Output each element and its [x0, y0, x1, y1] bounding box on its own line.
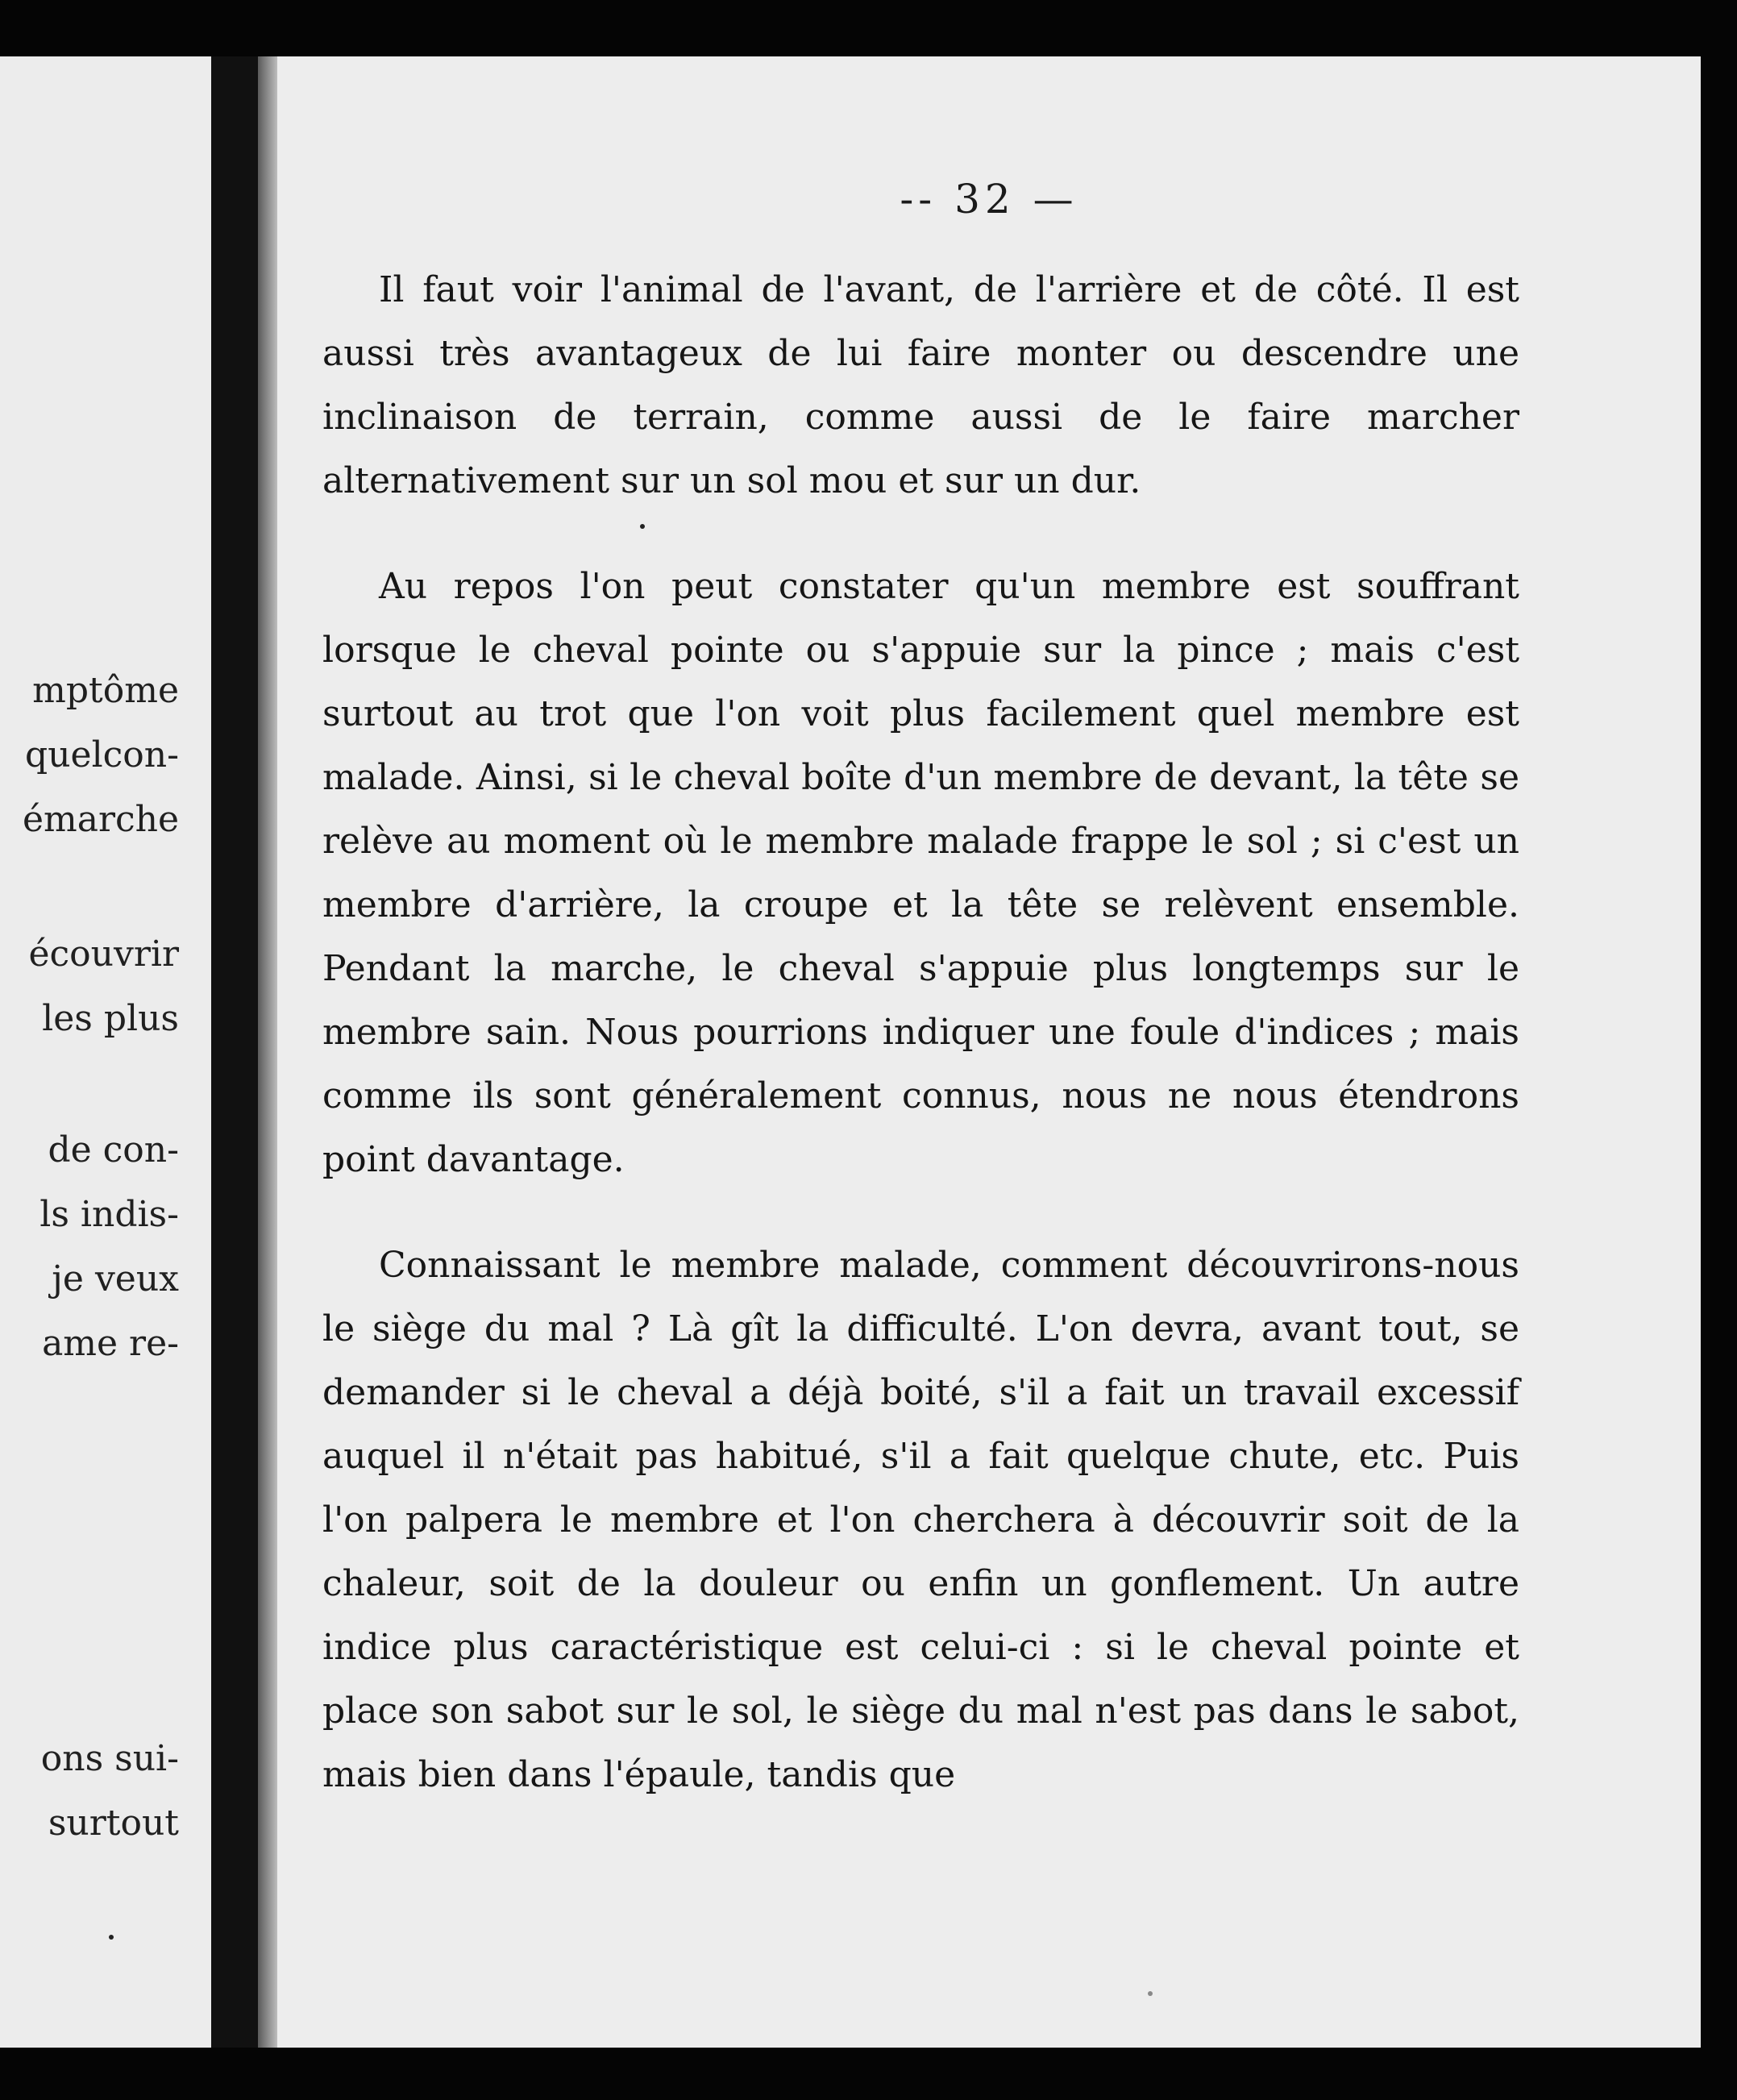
ink-speck	[109, 1935, 114, 1940]
page-number: -- 32 —	[900, 176, 1078, 222]
left-line: émarche	[22, 799, 179, 840]
left-line: surtout	[48, 1803, 179, 1844]
body-text	[322, 258, 1519, 1848]
left-line: je veux	[52, 1258, 179, 1300]
left-page-text	[0, 56, 211, 2048]
left-page	[0, 56, 211, 2048]
page-gutter	[258, 56, 277, 2048]
left-line: ons sui-	[40, 1738, 179, 1779]
paragraph: Connaissant le membre malade, comment découvrirons-nous le siège du mal ? Là gît la difficulté. L'on devra, avant tout, se demander si le cheval a déjà boité, s'il a fait un travail excessif auquel il n'était pas habitué, s'il a fait quelque chute, etc. Puis l'on palpera le membre et l'on cherchera à découvrir soit de la chaleur, soit de la douleur ou enfin un gonflement. Un autre indice plus caractéristique est celui-ci : si le cheval pointe et place son sabot sur le sol, le siège du mal n'est pas dans le sabot, mais bien dans l'épaule, tandis que	[322, 1245, 1519, 1795]
ink-speck	[640, 524, 645, 529]
paragraph: Au repos l'on peut constater qu'un membre est souffrant lorsque le cheval pointe ou s'appuie sur la pince ; mais c'est surtout au trot que l'on voit plus facilement quel membre est malade. Ainsi, si le cheval boîte d'un membre de devant, la tête se relève au moment où le membre malade frappe le sol ; si c'est un membre d'arrière, la croupe et la tête se relèvent ensemble. Pendant la marche, le cheval s'appuie plus longtemps sur le membre sain. Nous pourrions indiquer une foule d'indices ; mais comme ils sont généralement connus, nous ne nous étendrons point davantage.	[322, 566, 1519, 1180]
right-page	[277, 56, 1701, 2048]
left-line: mptôme	[32, 670, 179, 711]
book-spine	[211, 56, 258, 2048]
left-line: écouvrir	[28, 934, 179, 975]
ink-speck	[1148, 1991, 1153, 1996]
left-line: ls indis-	[39, 1194, 179, 1235]
left-line: de con-	[48, 1129, 179, 1171]
left-line: les plus	[42, 998, 179, 1039]
paragraph: Il faut voir l'animal de l'avant, de l'arrière et de côté. Il est aussi très avantageux de lui faire monter ou descendre une inclinaison de terrain, comme aussi de le faire marcher alternativement sur un sol mou et sur un dur.	[322, 269, 1519, 501]
left-line: ame re-	[42, 1323, 179, 1364]
left-line: quelcon-	[25, 734, 179, 776]
